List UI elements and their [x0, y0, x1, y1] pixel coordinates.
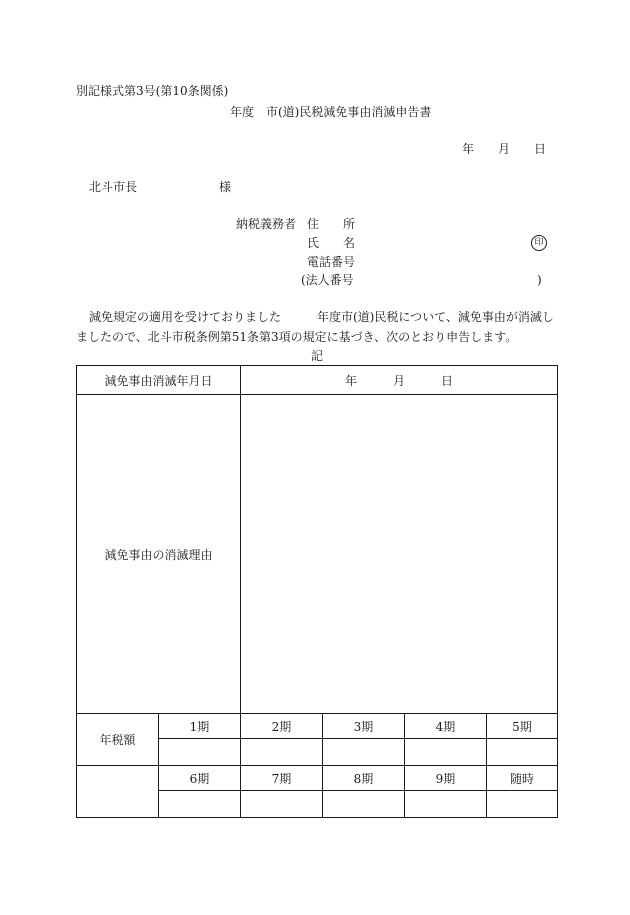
taxpayer-label: 納税義務者	[236, 217, 297, 231]
period-amount-cell[interactable]	[159, 739, 241, 766]
period-header: 8期	[323, 766, 405, 791]
period-header-row-2	[77, 766, 558, 791]
period-amount-cell[interactable]	[159, 791, 241, 818]
period-header: 4期	[405, 714, 487, 739]
period-header: 1期	[159, 714, 241, 739]
date-month: 月	[498, 142, 511, 156]
addressee-suffix: 様	[219, 180, 232, 194]
annual-tax-label: 年税額	[77, 714, 159, 766]
period-header: 3期	[323, 714, 405, 739]
addressee: 北斗市長	[89, 180, 138, 194]
period-amount-cell[interactable]	[487, 791, 558, 818]
period-header: 随時	[487, 766, 558, 791]
reason-row	[77, 395, 558, 714]
period-amount-cell[interactable]	[241, 791, 323, 818]
period-header: 7期	[241, 766, 323, 791]
date-row-value[interactable]: 年 月 日	[241, 366, 558, 395]
declaration-table	[76, 365, 558, 818]
period-amount-cell[interactable]	[405, 791, 487, 818]
period-amount-cell[interactable]	[323, 739, 405, 766]
period-header: 2期	[241, 714, 323, 739]
period-header: 9期	[405, 766, 487, 791]
form-title: 年度 市(道)民税減免事由消滅申告書	[230, 105, 432, 119]
reason-input-area[interactable]	[241, 395, 558, 714]
period-header: 6期	[159, 766, 241, 791]
date-day: 日	[534, 142, 547, 156]
period-header: 5期	[487, 714, 558, 739]
period-amount-cell[interactable]	[487, 739, 558, 766]
period-header-row-1	[77, 714, 558, 739]
address-label: 住 所	[307, 217, 356, 231]
corp-number-close: )	[537, 273, 542, 287]
name-label: 氏 名	[307, 236, 356, 250]
ki-heading: 記	[311, 349, 324, 363]
date-row-label: 減免事由消滅年月日	[77, 366, 241, 395]
form-number: 別記様式第3号(第10条関係)	[76, 84, 229, 98]
seal-mark: 印	[531, 235, 547, 251]
period-amount-cell[interactable]	[323, 791, 405, 818]
date-year: 年	[462, 142, 475, 156]
phone-label: 電話番号	[307, 255, 356, 269]
body-text-line2: ましたので、北斗市税条例第51条第3項の規定に基づき、次のとおり申告します。	[76, 330, 518, 344]
period-amount-cell[interactable]	[241, 739, 323, 766]
corp-number-label: (法人番号	[301, 273, 354, 287]
period-amount-cell[interactable]	[405, 739, 487, 766]
date-row	[77, 366, 558, 395]
reason-label: 減免事由の消滅理由	[77, 395, 241, 714]
annual-tax-label-blank	[77, 766, 159, 818]
body-text-line1: 減免規定の適用を受けておりました 年度市(道)民税について、減免事由が消滅し	[89, 310, 554, 324]
